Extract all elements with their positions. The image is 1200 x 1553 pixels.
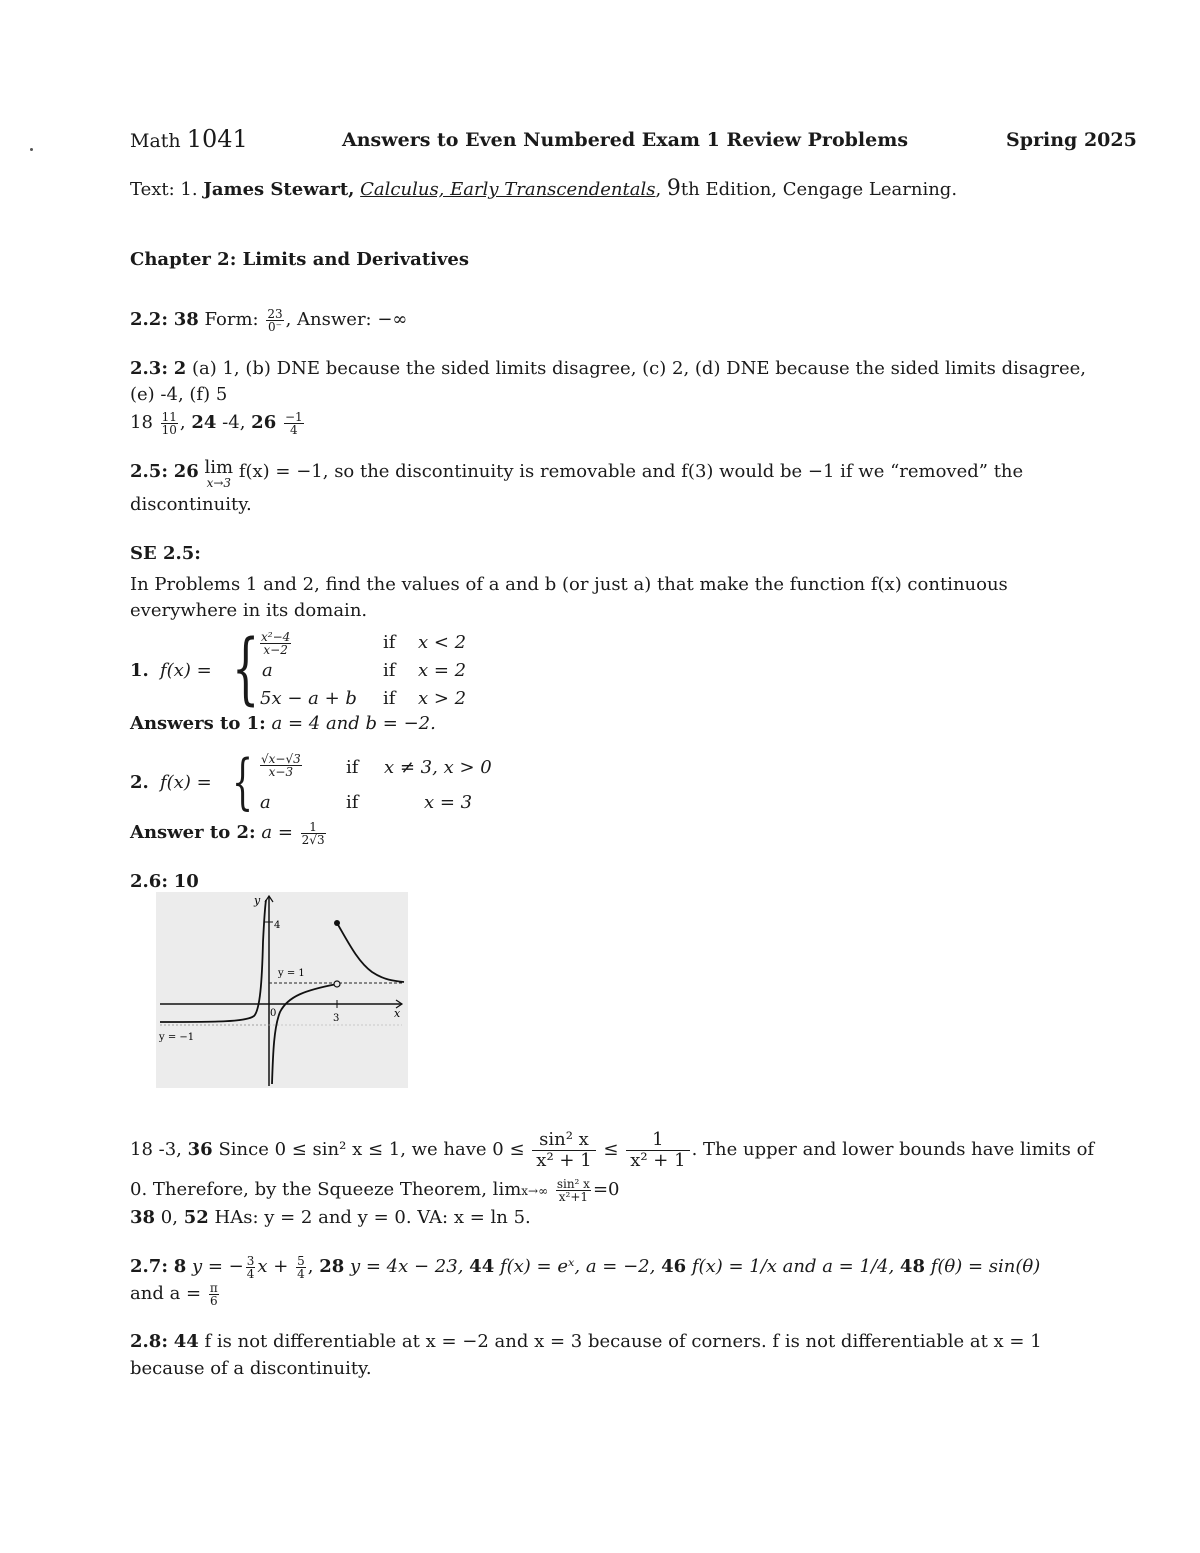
answer-text: (a) 1, (b) DNE because the sided limits disagree, (c) 2, (d) DNE because the sided limits disagree, <box>191 358 1086 379</box>
problem-number: 26 <box>173 461 199 482</box>
answer-text: 0, <box>160 1207 178 1228</box>
se-2-5-intro-1: In Problems 1 and 2, find the values of a and b (or just a) that make the function f(x) continuous <box>130 574 1008 595</box>
section-2-6-line1 <box>130 1128 1094 1172</box>
problem-number: 36 <box>187 1139 213 1160</box>
text-edition-rest: th Edition, Cengage Learning. <box>680 179 958 200</box>
section-label: 2.3: <box>130 358 168 379</box>
text-edition-number: 9 <box>666 176 681 201</box>
cond-1: x ≠ 3, x > 0 <box>384 757 492 778</box>
x-axis-label: x <box>394 1007 401 1020</box>
if-3: if <box>383 688 396 709</box>
cond-2: x = 3 <box>424 792 473 813</box>
case-2-expr: a <box>260 792 271 813</box>
fraction-26: $\frac{-1}{4}$ <box>284 409 303 437</box>
answer-lhs: a = <box>261 822 293 843</box>
fraction-3-4: $\frac{3}{4}$ <box>246 1253 255 1281</box>
problem-number: 18 <box>130 412 153 433</box>
text-prefix: Text: 1. <box>130 179 198 200</box>
answer-text: =0 <box>592 1179 620 1200</box>
se-2-5-intro-2: everywhere in its domain. <box>130 600 368 621</box>
problem-number: 38 <box>130 1207 156 1228</box>
form-fraction: $\frac{23}{0^-}$ <box>267 306 283 334</box>
asymptote-lower-label: y = −1 <box>159 1032 195 1043</box>
asymptote-upper-label: y = 1 <box>278 968 305 979</box>
term-label: Spring 2025 <box>1006 129 1137 151</box>
problem-number: 38 <box>173 309 199 330</box>
answer-label: Answer to 2: <box>130 822 256 843</box>
course-label: Math <box>130 130 181 152</box>
problem-number: 10 <box>173 871 199 892</box>
case-2-expr: a <box>262 660 273 681</box>
page-header <box>130 126 248 154</box>
section-2-3-line1 <box>130 356 1086 382</box>
section-2-6-line3 <box>130 1205 531 1231</box>
text-author: James Stewart, <box>203 179 355 200</box>
section-2-3-line2: (e) -4, (f) 5 <box>130 384 228 405</box>
answer-text: -4, <box>222 412 246 433</box>
problem-number: 44 <box>173 1331 199 1352</box>
le-sign: ≤ <box>603 1139 619 1160</box>
section-2-5-line2: discontinuity. <box>130 494 252 515</box>
stray-mark <box>30 148 33 151</box>
problem-number: 8 <box>173 1256 187 1277</box>
cond-2: x = 2 <box>418 660 467 681</box>
cond-1: x < 2 <box>418 632 467 653</box>
text-reference: Text: 1. James Stewart, Calculus, Early Transcendentals, 9th Edition, Cengage Learning. <box>130 176 958 201</box>
section-2-5-line1 <box>130 459 1023 489</box>
chapter-heading: Chapter 2: Limits and Derivatives <box>130 249 470 270</box>
section-2-3-line3: 18 $\frac{11}{10}$ , 24 -4, 26 $\frac{-1}{4}$ <box>130 409 303 437</box>
case-1-expr: $\frac{√x-√3}{x-3}$ <box>261 752 301 779</box>
case-1-expr: $\frac{\text{x²−4}}{x-2}$ <box>261 630 291 657</box>
answer-text: -3, <box>158 1139 182 1160</box>
y-axis-label: y <box>254 894 261 907</box>
fraction-18: $\frac{11}{10}$ <box>161 409 177 437</box>
se-2-5-heading: SE 2.5: <box>130 543 201 564</box>
graph-background <box>156 892 408 1088</box>
answer-text: f(x) = 1/x and a = 1/4, <box>691 1256 895 1277</box>
problem-2-lhs: f(x) = <box>160 772 212 793</box>
doc-title: Answers to Even Numbered Exam 1 Review Problems <box>342 129 909 151</box>
open-circle-at-3 <box>334 981 340 987</box>
problem-2-label: 2. <box>130 772 149 793</box>
x-tick-label: 3 <box>333 1013 340 1024</box>
answer-text: 0. Therefore, by the Squeeze Theorem, lim <box>130 1179 522 1200</box>
section-2-2 <box>130 307 407 333</box>
answer-text: and a = <box>130 1283 202 1304</box>
section-2-6-line2 <box>130 1177 620 1204</box>
problem-number: 24 <box>191 412 217 433</box>
section-label: 2.5: <box>130 461 168 482</box>
if-2: if <box>346 792 359 813</box>
answer-text: f(θ) = sin(θ) <box>930 1256 1041 1277</box>
if-1: if <box>346 757 359 778</box>
section-2-8-line2: because of a discontinuity. <box>130 1358 372 1379</box>
section-2-7-line2 <box>130 1281 221 1307</box>
problem-number: 26 <box>251 412 277 433</box>
problem-number: 28 <box>319 1256 345 1277</box>
section-label: 2.8: <box>130 1331 168 1352</box>
answer-text: f(x) = −1, so the discontinuity is removable and f(3) would be −1 if we “removed” the <box>238 461 1024 482</box>
answer-text: f(x) = eˣ, a = −2, <box>499 1256 656 1277</box>
cond-3: x > 2 <box>418 688 467 709</box>
limit-fraction: $\frac{\text{sin² x}}{\text{x²+1}}$ <box>556 1176 590 1204</box>
squeeze-fraction-1: $\frac{\text{sin² x}}{\text{x² + 1}}$ <box>532 1130 595 1171</box>
answer-text: y = 4x − 23, <box>349 1256 464 1277</box>
answer-text: x + <box>257 1256 289 1277</box>
problem-number: 46 <box>661 1256 687 1277</box>
fraction-pi-6: $\frac{\pi}{6}$ <box>209 1280 218 1308</box>
section-label: 2.7: <box>130 1256 168 1277</box>
answer-text: Since 0 ≤ sin² x ≤ 1, we have 0 ≤ <box>218 1139 525 1160</box>
left-brace: { <box>232 747 254 817</box>
course-number: 1041 <box>186 125 248 153</box>
problem-number: 18 <box>130 1139 153 1160</box>
problem-number: 44 <box>469 1256 495 1277</box>
sketch-graph <box>156 892 408 1088</box>
fraction-5-4: $\frac{5}{4}$ <box>297 1253 305 1281</box>
answer-label: Answers to 1: <box>130 713 266 734</box>
answer-text: a = 4 and b = −2. <box>271 713 436 734</box>
answer-text: . The upper and lower bounds have limits of <box>691 1139 1095 1160</box>
if-1: if <box>383 632 396 653</box>
answer-text: , Answer: −∞ <box>285 309 408 330</box>
problem-number: 52 <box>183 1207 209 1228</box>
limit-subscript: x→∞ <box>521 1184 549 1198</box>
case-3-expr: 5x − a + b <box>260 688 357 709</box>
limit-operator: lim x→3 <box>204 457 234 490</box>
answer-text: y = − <box>191 1256 244 1277</box>
problem-1-lhs: f(x) = <box>160 660 212 681</box>
answer-1 <box>130 711 436 737</box>
origin-label: 0 <box>270 1008 277 1019</box>
y-tick-label: 4 <box>274 920 281 931</box>
text-book-title: Calculus, Early Transcendentals <box>360 179 656 200</box>
if-2: if <box>383 660 396 681</box>
section-2-7-line1: 2.7: 8 y = − $\frac{3}{4}$ x + $\frac{5}{4}$ , 28 y = 4x − 23, 44 f(x) = eˣ, a = −2, 46 f(x) = 1/x and a = 1/4, 48 f(θ) = sin(θ) <box>130 1253 1041 1281</box>
problem-number: 48 <box>899 1256 925 1277</box>
problem-number: 2 <box>173 358 187 379</box>
squeeze-fraction-2: $\frac{1}{\text{x² + 1}}$ <box>626 1130 689 1171</box>
form-label: Form: <box>204 309 259 330</box>
answer-fraction: $\frac{1}{2√3}$ <box>301 819 325 847</box>
answer-2 <box>130 820 328 846</box>
filled-dot <box>334 920 340 926</box>
problem-1-label: 1. <box>130 660 149 681</box>
section-label: 2.2: <box>130 309 168 330</box>
left-brace: { <box>232 624 260 714</box>
answer-text: HAs: y = 2 and y = 0. VA: x = ln 5. <box>214 1207 531 1228</box>
section-2-8-line1 <box>130 1329 1042 1355</box>
answer-text: f is not differentiable at x = −2 and x = 3 because of corners. f is not differentiable at x = 1 <box>204 1331 1042 1352</box>
section-label: 2.6: <box>130 871 168 892</box>
